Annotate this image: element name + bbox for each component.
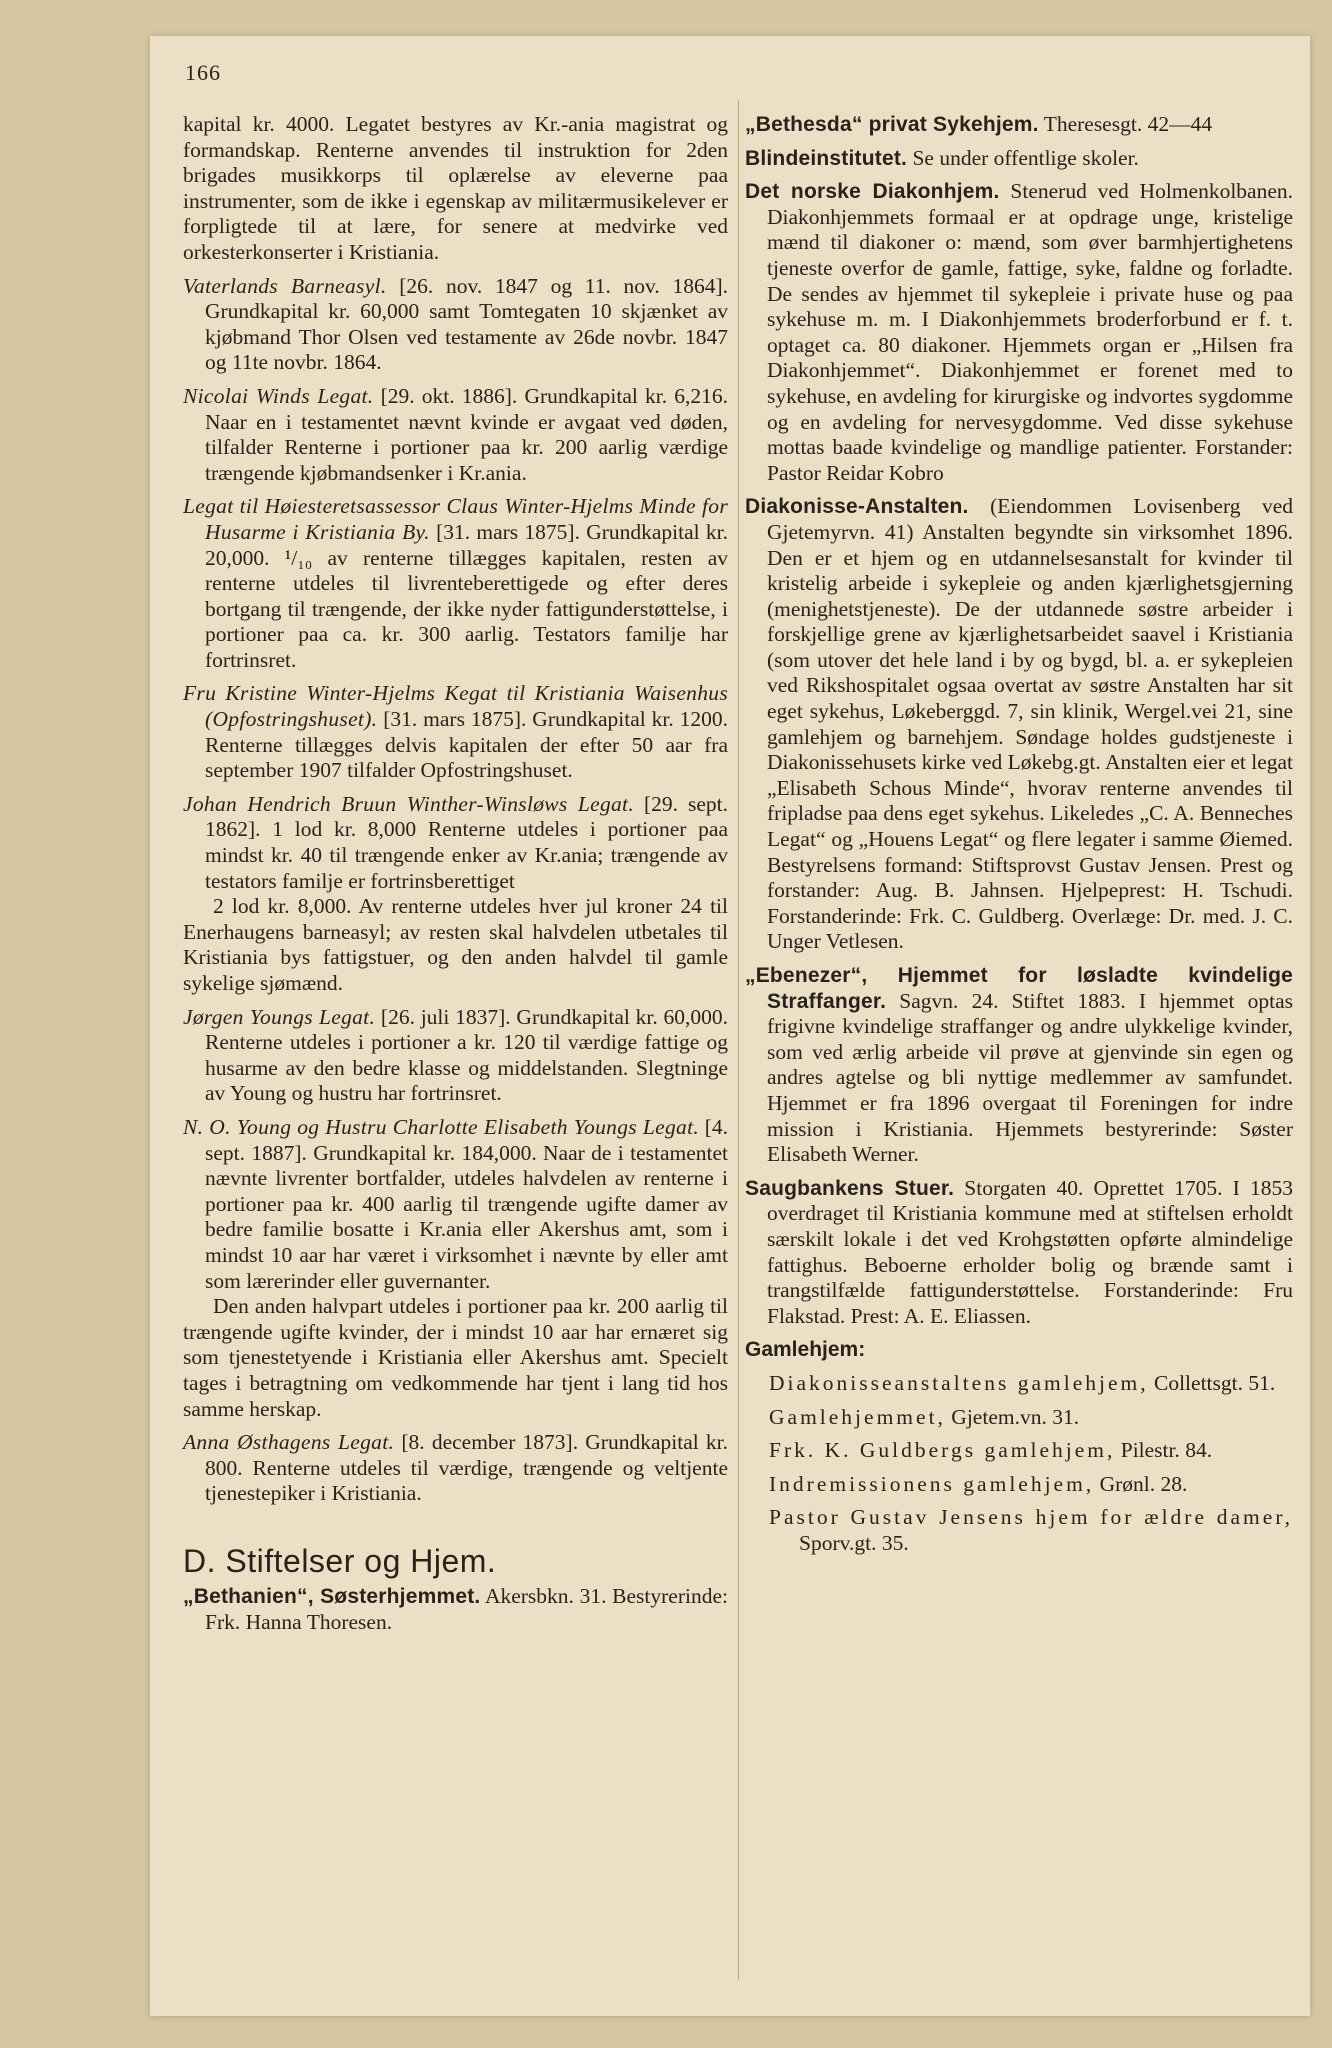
legat-name: Legat til Høiesteretsassessor Claus Winter-Hjelms Minde for Husarme i Kristiania By. <box>183 494 728 544</box>
gamlehjem-address: Pilestr. 84. <box>1120 1438 1213 1463</box>
institution-text: Sagvn. 24. Stiftet 1883. I hjemmet optas frigivne kvindelige straffanger og andre ulykkelige kvinder, som ved ærlig arbeide vil prøve at gjenvinde sin egen og andres agtelse og bli nyttige medlemmer av samfundet. Hjemmet er fra 1896 overgaat til Foreningen for indre mission i Kristiania. Hjemmets bestyrerinde: Søster Elisabeth Werner. <box>767 988 1293 1167</box>
institution-text: Se under offentlige skoler. <box>912 145 1139 170</box>
institution-name: Det norske Diakonhjem. <box>745 180 1000 204</box>
legat-entry <box>183 274 728 376</box>
gamlehjem-name: Diakonisseanstaltens gamlehjem, <box>769 1370 1149 1395</box>
gamlehjem-address: Collettsgt. 51. <box>1153 1370 1276 1395</box>
institution-name: „Bethanien“, Søsterhjemmet. <box>183 1585 481 1609</box>
continued-paragraph: kapital kr. 4000. Legatet bestyres av Kr.-ania magistrat og formandskap. Renterne anvendes til instruktion for 2den brigades musikkorps til oplærelse av eleverne paa instrumenter, som de ikke i egenskap av militærmusikelever er forpligtede til at lære, for senere at medvirke ved orkesterkonserter i Kristiania. <box>183 112 728 264</box>
institution-entry <box>745 112 1293 138</box>
legat-second-paragraph: Den anden halvpart utdeles i portioner paa kr. 200 aarlig til trængende ugifte kvinder, der i mindst 10 aar har ernæret sig som tjenestetyende i Kristiania eller Akershus amt. Specielt tages i betragtning om vedkommende har tjent i lang tid hos samme herskap. <box>183 1294 728 1421</box>
legat-entry <box>183 1115 728 1422</box>
section-heading: D. Stiftelser og Hjem. <box>183 1542 497 1579</box>
legat-entry <box>183 384 728 486</box>
legat-entry <box>183 494 728 673</box>
institution-entry <box>745 494 1293 955</box>
gamlehjem-name: Indremissionens gamlehjem, <box>769 1471 1095 1496</box>
legat-first-paragraph <box>183 1115 728 1294</box>
left-column <box>183 112 728 1644</box>
legat-name: Vaterlands Barneasyl. <box>183 273 387 298</box>
institution-text: Theresesgt. 42—44 <box>1043 112 1213 136</box>
gamlehjem-address: Sporv.gt. 35. <box>799 1530 909 1555</box>
legat-second-paragraph: 2 lod kr. 8,000. Av renterne utdeles hver jul kroner 24 til Enerhaugens barneasyl; av resten skal halvdelen utbetales til Kristiania bys fattigstuer, og den anden halvdel til gamle sykelige sjømænd. <box>183 894 728 995</box>
institution-name: Blindeinstitutet. <box>745 146 908 170</box>
legat-text: [31. mars 1875]. Grundkapital kr. 1200. Renterne tillægges delvis kapitalen der efter 50 aar fra september 1907 tilfalder Opfostringshuset. <box>205 707 729 783</box>
column-divider <box>738 100 739 1980</box>
gamlehjem-item <box>745 1438 1293 1464</box>
gamlehjem-heading: Gamlehjem: <box>745 1338 866 1362</box>
institution-name: Diakonisse-Anstalten. <box>745 495 969 519</box>
institution-name: „Ebenezer“, Hjemmet for løsladte kvindelige Straffanger. <box>745 964 1293 1013</box>
legat-text: [4. sept. 1887]. Grundkapital kr. 184,000. Naar de i testamentet nævnte livrenter bortfalder, utdeles halvdelen av renterne i portioner paa kr. 400 aarlig til trængende ugifte damer av bedre familie bosatte i Kr.ania eller Akershus amt, som i mindst 10 aar har været i virksomhet i nævnte by eller amt som lærerinder eller guvernanter. <box>205 1114 728 1293</box>
institution-entry <box>745 179 1293 486</box>
institution-text: Stenerud ved Holmenkolbanen. Diakonhjemmets formaal er at opdrage unge, kristelige mænd til diakoner o: mænd, som øver barmhjertighetens tjeneste overfor de gamle, fattige, syke, faldne og forladte. De sendes av hjemmet til sykepleie i private huse og paa sykehuse m. m. I Diakonhjemmets broderforbund er f. t. optaget ca. 80 diakoner. Hjemmets organ er „Hilsen fra Diakonhjemmet“. Diakonhjemmet er forenet med to sykehuse, en avdeling for kirurgiske og indvortes sygdomme og en avdeling for nervesygdomme. Ved disse sykehuse mottas baade kvindelige og mandlige patienter. Forstander: Pastor Reidar Kobro <box>767 179 1293 485</box>
gamlehjem-name: Gamlehjemmet, <box>769 1404 946 1429</box>
institution-entry <box>745 1176 1293 1330</box>
legat-name: Fru Kristine Winter-Hjelms Kegat til Kristiania Waisenhus (Opfostringshuset). <box>183 681 728 732</box>
legat-entry <box>183 681 728 783</box>
legat-name: Anna Østhagens Legat. <box>183 1430 395 1455</box>
legat-entry <box>183 792 728 997</box>
legat-text: [29. okt. 1886]. Grundkapital kr. 6,216. Naar en i testamentet nævnt kvinde er avgaat ved døden, tilfalder Renterne i portioner paa kr. 200 aarlig værdige trængende kjøbmandsenker i Kr.ania. <box>205 383 728 485</box>
legat-entry <box>183 1430 728 1507</box>
institution-text: (Eiendommen Lovisenberg ved Gjetemyrvn. 41) Anstalten begyndte sin virksomhet 1896. Den er et hjem og en utdannelsesanstalt for kvinder til kristelig arbeide i sykepleie og anden kjærlighetsgjerning (menighetstjeneste). De der utdannede søstre arbeider i forskjellige grene av kjærlighetsarbeidet saavel i Kristiania (som utover det hele land i by og bygd, bl. a. er sykepleien ved Rikshospitalet ogsaa overtat av søstre Anstalten har sit eget sykehus, Løkeberggd. 7, sin klinik, Wergel.vei 21, sine gamlehjem og barnehjem. Søndage holdes gudstjeneste i Diakonissehusets kirke ved Løkebg.gt. Anstalten eier et legat „Elisabeth Schous Minde“, hvorav renterne anvendes til fripladse paa dens eget sykehus. Likeledes „C. A. Benneches Legat“ og „Houens Legat“ og flere legater i samme Øiemed. Bestyrelsens formand: Stiftsprovst Gustav Jensen. Prest og forstander: Aug. B. Jahnsen. Hjelpeprest: H. Tschudi. Forstanderinde: Frk. C. Guldberg. Overlæge: Dr. med. J. C. Unger Vetlesen. <box>767 494 1294 954</box>
gamlehjem-address: Gjetem.vn. 31. <box>951 1404 1080 1429</box>
gamlehjem-address: Grønl. 28. <box>1099 1471 1188 1496</box>
gamlehjem-item <box>745 1371 1293 1397</box>
gamlehjem-item <box>745 1405 1293 1431</box>
institution-name: „Bethesda“ privat Sykehjem. <box>745 113 1039 136</box>
gamlehjem-name: Pastor Gustav Jensens hjem for ældre damer, <box>769 1505 1293 1530</box>
institution-text: Storgaten 40. Oprettet 1705. I 1853 overdraget til Kristiania kommune med at stiftelsen erholdt særskilt lokale i det ved Krohgstøtten opførte almindelige fattighus. Beboerne erholder bolig og brænde samt i trangstilfælde fattigunderstøttelse. Forstanderinde: Fru Flakstad. Prest: A. E. Eliassen. <box>767 1175 1293 1328</box>
gamlehjem-name: Frk. K. Guldbergs gamlehjem, <box>769 1438 1116 1463</box>
legat-name: Johan Hendrich Bruun Winther-Winsløws Legat. <box>183 791 634 816</box>
legat-text: [31. mars 1875]. Grundkapital kr. 20,000. ¹/₁₀ av renterne tillægges kapitalen, resten av renterne utdeles til livrenteberettigede og efter deres bortgang til trængende, der ikke nyder fattigunderstøttelse, i portioner paa ca. kr. 300 aarlig. Testators familje har fortrinsret. <box>205 519 728 672</box>
legat-text: [29. sept. 1862]. 1 lod kr. 8,000 Renterne utdeles i portioner paa mindst kr. 40 til trængende enker av Kr.ania; trængende av testators familje er fortrinsberettiget <box>205 791 729 893</box>
legat-text: [26. juli 1837]. Grundkapital kr. 60,000. Renterne utdeles i portioner a kr. 120 til værdige fattige og husarme av den bedre klasse og middelstanden. Slegtninge av Young og hustru har fortrinsret. <box>205 1004 729 1106</box>
institution-name: Saugbankens Stuer. <box>745 1176 955 1200</box>
institution-text: Akersbkn. 31. Bestyrerinde: Frk. Hanna Thoresen. <box>205 1584 728 1635</box>
page-number: 166 <box>185 60 221 85</box>
legat-name: N. O. Young og Hustru Charlotte Elisabeth Youngs Legat. <box>183 1114 700 1139</box>
legat-text: [8. december 1873]. Grundkapital kr. 800. Renterne utdeles til værdige, trængende og veltjente tjenestepiker i Kristiania. <box>205 1430 728 1506</box>
legat-first-paragraph <box>183 792 728 894</box>
institution-entry <box>183 1584 728 1635</box>
legat-entry <box>183 1005 728 1107</box>
right-column <box>745 112 1293 1564</box>
institution-entry <box>745 963 1293 1168</box>
gamlehjem-item <box>745 1472 1293 1498</box>
legat-text: [26. nov. 1847 og 11. nov. 1864]. Grundkapital kr. 60,000 samt Tomtegaten 10 skjænket av kjøbmand Thor Olsen ved testamente av 26de novbr. 1847 og 11te novbr. 1864. <box>205 273 729 375</box>
legat-name: Jørgen Youngs Legat. <box>183 1004 376 1029</box>
gamlehjem-item <box>745 1505 1293 1556</box>
institution-entry <box>745 146 1293 172</box>
legat-name: Nicolai Winds Legat. <box>183 383 374 408</box>
